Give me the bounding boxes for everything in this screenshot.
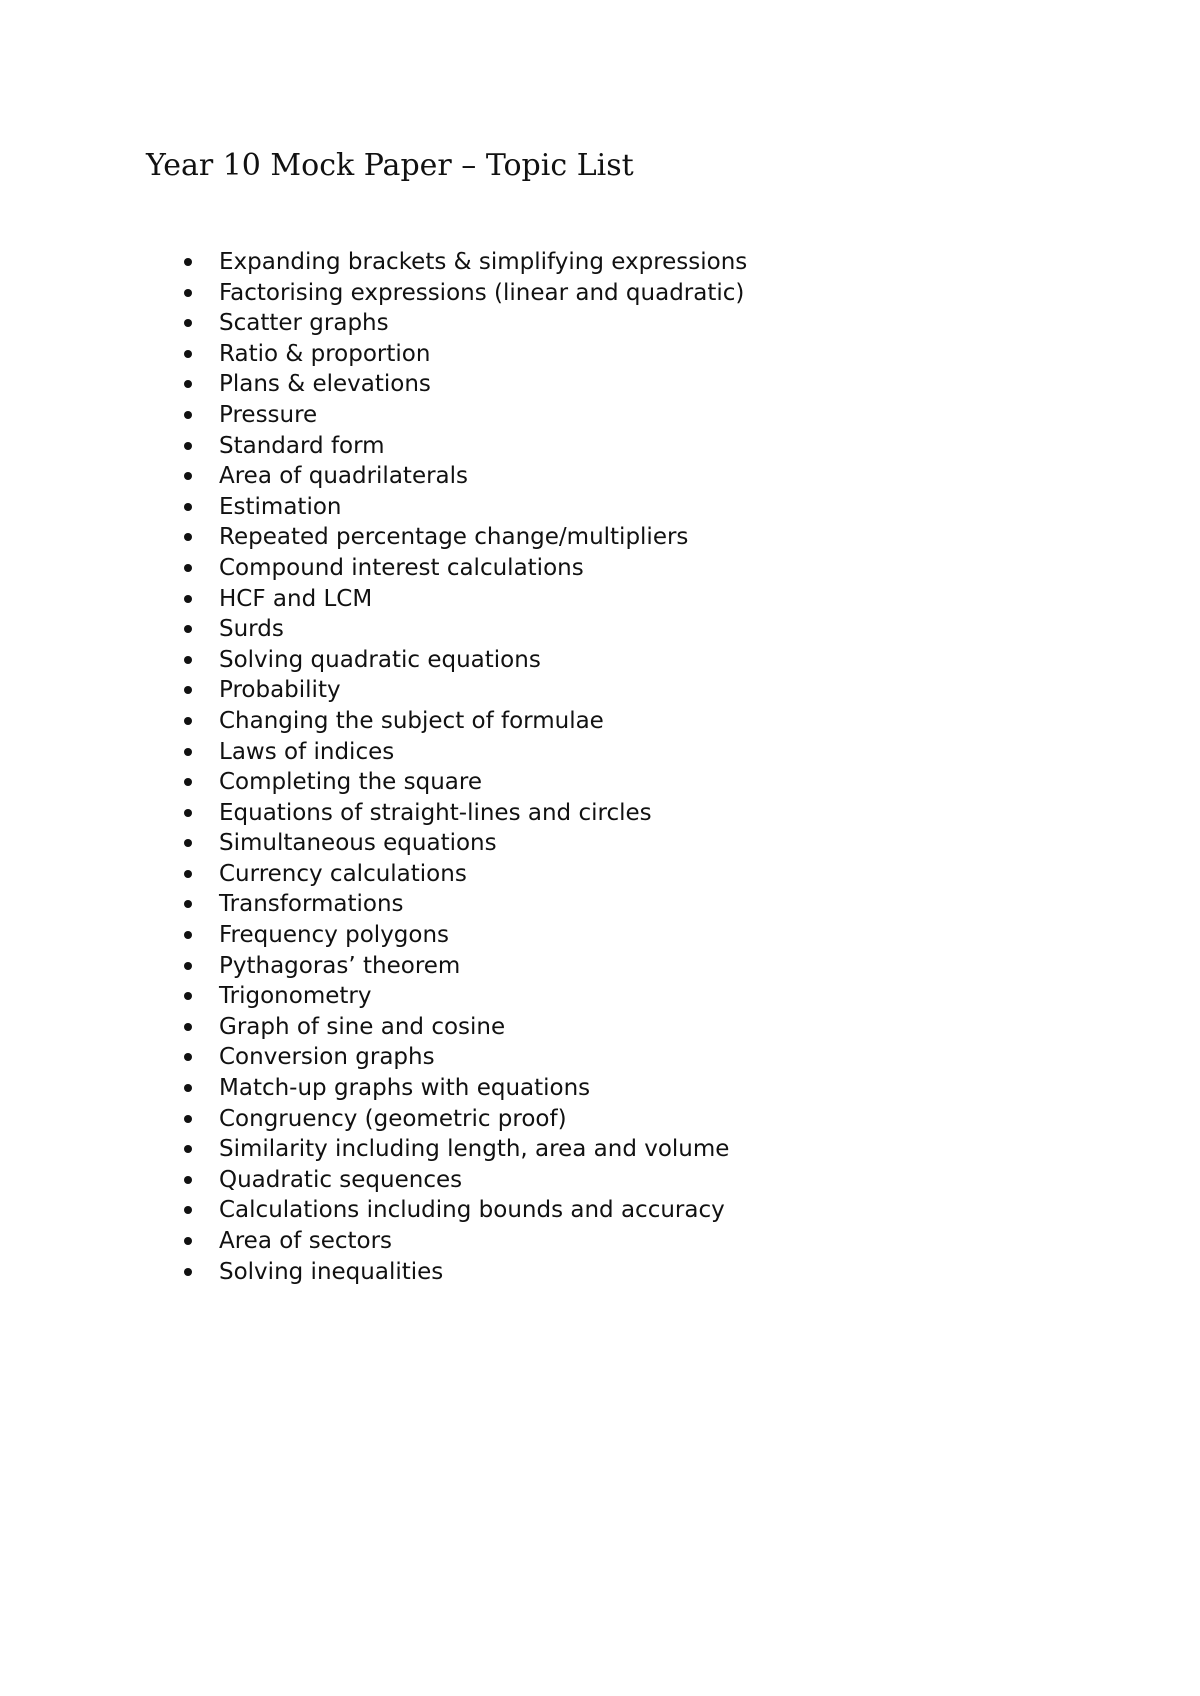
topic-label: Solving quadratic equations <box>219 646 541 673</box>
topic-list-item <box>0 1226 747 1257</box>
topic-list-item <box>0 278 747 309</box>
bullet-icon <box>184 380 192 388</box>
topic-list-item <box>0 1195 747 1226</box>
topic-list-item <box>0 553 747 584</box>
bullet-icon <box>184 350 192 358</box>
bullet-icon <box>184 931 192 939</box>
topic-label: Currency calculations <box>219 860 467 887</box>
topic-label: Simultaneous equations <box>219 830 497 857</box>
topic-label: Compound interest calculations <box>219 554 584 581</box>
topic-list-item <box>0 247 747 278</box>
bullet-icon <box>184 289 192 297</box>
bullet-icon <box>184 1115 192 1123</box>
bullet-icon <box>184 472 192 480</box>
topic-label: Trigonometry <box>219 983 372 1010</box>
bullet-icon <box>184 442 192 450</box>
topic-label: Surds <box>219 616 284 643</box>
topic-label: HCF and LCM <box>219 585 373 612</box>
topic-list-item <box>0 1134 747 1165</box>
bullet-icon <box>184 1084 192 1092</box>
bullet-icon <box>184 962 192 970</box>
topic-list-item <box>0 1165 747 1196</box>
topic-list-item <box>0 859 747 890</box>
topic-label: Match-up graphs with equations <box>219 1075 591 1102</box>
bullet-icon <box>184 1206 192 1214</box>
topic-list-item <box>0 522 747 553</box>
topic-list <box>0 247 747 1287</box>
topic-label: Area of sectors <box>219 1228 393 1254</box>
bullet-icon <box>184 656 192 664</box>
bullet-icon <box>184 258 192 266</box>
topic-label: Repeated percentage change/multipliers <box>219 524 689 551</box>
topic-list-item <box>0 706 747 737</box>
bullet-icon <box>184 411 192 419</box>
topic-list-item <box>0 1012 747 1043</box>
topic-label: Area of quadrilaterals <box>219 463 469 490</box>
topic-list-item <box>0 369 747 400</box>
topic-label: Congruency (geometric proof) <box>219 1105 567 1132</box>
topic-label: Frequency polygons <box>219 922 450 949</box>
bullet-icon <box>184 686 192 694</box>
bullet-icon <box>184 533 192 541</box>
topic-label: Completing the square <box>219 769 482 796</box>
topic-label: Pythagoras’ theorem <box>219 952 461 979</box>
topic-label: Estimation <box>219 493 342 520</box>
topic-list-item <box>0 614 747 645</box>
bullet-icon <box>184 1053 192 1061</box>
bullet-icon <box>184 809 192 817</box>
topic-label: Probability <box>219 677 341 704</box>
topic-list-item <box>0 461 747 492</box>
topic-list-item <box>0 645 747 676</box>
topic-list-item <box>0 951 747 982</box>
topic-label: Factorising expressions (linear and quadratic) <box>219 279 745 306</box>
document-title: Year 10 Mock Paper – Topic List <box>146 148 634 183</box>
bullet-icon <box>184 1176 192 1184</box>
topic-label: Equations of straight-lines and circles <box>219 799 652 826</box>
topic-label: Standard form <box>219 432 385 459</box>
topic-list-item <box>0 1257 747 1288</box>
topic-label: Plans & elevations <box>219 371 431 398</box>
topic-label: Pressure <box>219 401 318 428</box>
topic-list-item <box>0 737 747 768</box>
topic-list-item <box>0 308 747 339</box>
bullet-icon <box>184 778 192 786</box>
topic-label: Changing the subject of formulae <box>219 707 604 734</box>
bullet-icon <box>184 900 192 908</box>
topic-list-item <box>0 767 747 798</box>
bullet-icon <box>184 717 192 725</box>
topic-label: Calculations including bounds and accuracy <box>219 1197 725 1224</box>
topic-list-item <box>0 339 747 370</box>
bullet-icon <box>184 992 192 1000</box>
topic-list-item <box>0 1104 747 1135</box>
topic-label: Similarity including length, area and volume <box>219 1136 730 1163</box>
bullet-icon <box>184 748 192 756</box>
topic-list-item <box>0 981 747 1012</box>
topic-list-item <box>0 492 747 523</box>
topic-list-item <box>0 675 747 706</box>
topic-label: Ratio & proportion <box>219 340 431 367</box>
topic-label: Transformations <box>219 891 404 918</box>
topic-list-item <box>0 798 747 829</box>
bullet-icon <box>184 839 192 847</box>
topic-list-item <box>0 584 747 615</box>
topic-label: Quadratic sequences <box>219 1166 463 1193</box>
bullet-icon <box>184 564 192 572</box>
bullet-icon <box>184 870 192 878</box>
topic-label: Conversion graphs <box>219 1044 435 1071</box>
bullet-icon <box>184 319 192 327</box>
bullet-icon <box>184 625 192 633</box>
topic-label: Solving inequalities <box>219 1258 444 1285</box>
topic-label: Graph of sine and cosine <box>219 1013 506 1040</box>
bullet-icon <box>184 1268 192 1276</box>
topic-list-item <box>0 1042 747 1073</box>
topic-label: Laws of indices <box>219 738 395 765</box>
topic-list-item <box>0 431 747 462</box>
bullet-icon <box>184 595 192 603</box>
bullet-icon <box>184 1145 192 1153</box>
topic-label: Scatter graphs <box>219 310 389 337</box>
topic-list-item <box>0 400 747 431</box>
topic-list-item <box>0 889 747 920</box>
bullet-icon <box>184 1023 192 1031</box>
topic-list-item <box>0 920 747 951</box>
topic-label: Expanding brackets & simplifying expressions <box>219 249 748 275</box>
bullet-icon <box>184 1237 192 1245</box>
topic-list-item <box>0 828 747 859</box>
bullet-icon <box>184 503 192 511</box>
topic-list-item <box>0 1073 747 1104</box>
